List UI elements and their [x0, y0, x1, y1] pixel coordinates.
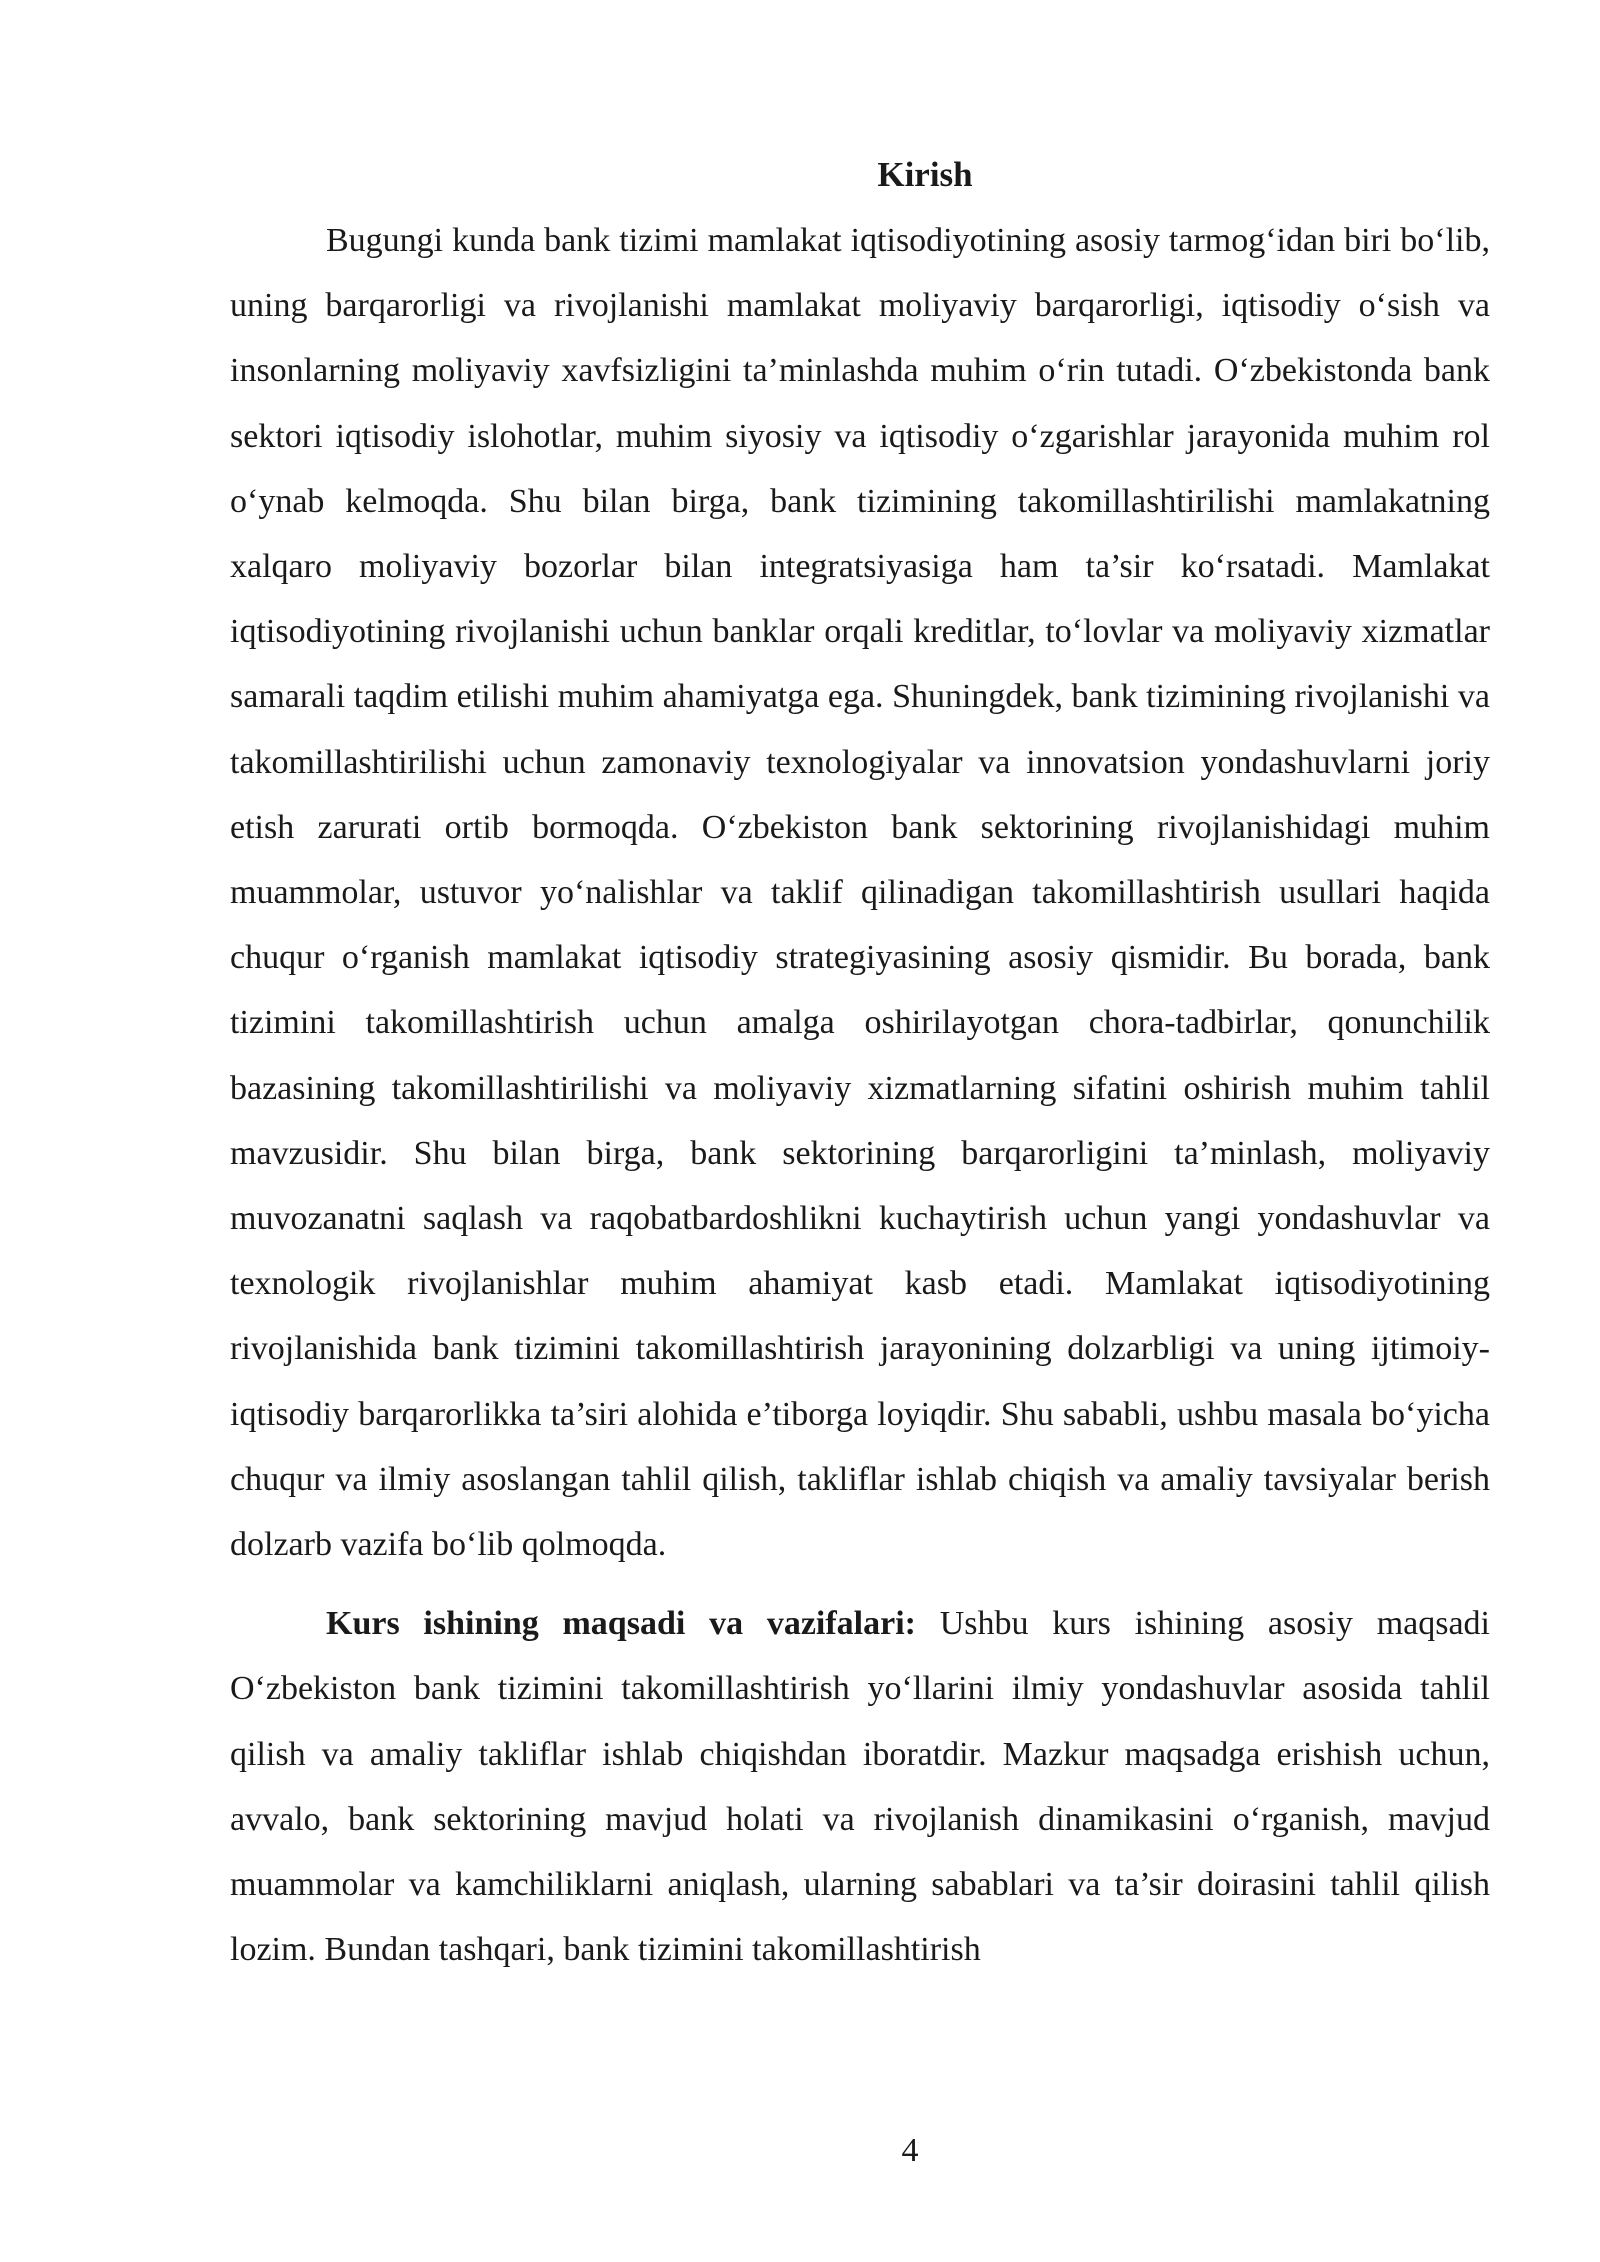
- intro-paragraph: Bugungi kunda bank tizimi mamlakat iqtisodiyotining asosiy tarmog‘idan biri bo‘lib, uning barqarorligi va rivojlanishi mamlakat moliyaviy barqarorligi, iqtisodiy o‘sish va insonlarning moliyaviy xavfsizligini ta’minlashda muhim o‘rin tutadi. O‘zbekistonda bank sektori iqtisodiy islohotlar, muhim siyosiy va iqtisodiy o‘zgarishlar jarayonida muhim rol o‘ynab kelmoqda. Shu bilan birga, bank tizimining takomillashtirilishi mamlakatning xalqaro moliyaviy bozorlar bilan integratsiyasiga ham ta’sir ko‘rsatadi. Mamlakat iqtisodiyotining rivojlanishi uchun banklar orqali kreditlar, to‘lovlar va moliyaviy xizmatlar samarali taqdim etilishi muhim ahamiyatga ega. Shuningdek, bank tizimining rivojlanishi va takomillashtirilishi uchun zamonaviy texnologiyalar va innovatsion yondashuvlarni joriy etish zarurati ortib bormoqda. O‘zbekiston bank sektorining rivojlanishidagi muhim muammolar, ustuvor yo‘nalishlar va taklif qilinadigan takomillashtirish usullari haqida chuqur o‘rganish mamlakat iqtisodiy strategiyasining asosiy qismidir. Bu borada, bank tizimini takomillashtirish uchun amalga oshirilayotgan chora-tadbirlar, qonunchilik bazasining takomillashtirilishi va moliyaviy xizmatlarning sifatini oshirish muhim tahlil mavzusidir. Shu bilan birga, bank sektorining barqarorligini ta’minlash, moliyaviy muvozanatni saqlash va raqobatbardoshlikni kuchaytirish uchun yangi yondashuvlar va texnologik rivojlanishlar muhim ahamiyat kasb etadi. Mamlakat iqtisodiyotining rivojlanishida bank tizimini takomillashtirish jarayonining dolzarbligi va uning ijtimoiy-iqtisodiy barqarorlikka ta’siri alohida e’tiborga loyiqdir. Shu sababli, ushbu masala bo‘yicha chuqur va ilmiy asoslangan tahlil qilish, takliflar ishlab chiqish va amaliy tavsiyalar berish dolzarb vazifa bo‘lib qolmoqda.: [230, 222, 1490, 1564]
- goals-paragraph: [230, 1591, 1490, 1982]
- section-title: Kirish: [877, 155, 973, 194]
- page-number: 4: [901, 2132, 919, 2169]
- goals-heading: Kurs ishining maqsadi va vazifalari:: [326, 1605, 916, 1643]
- document-page: [230, 150, 1490, 1982]
- goals-text: Ushbu kurs ishining asosiy maqsadi O‘zbekiston bank tizimini takomillashtirish yo‘llarini ilmiy yondashuvlar asosida tahlil qilish va amaliy takliflar ishlab chiqishdan iboratdir. Mazkur maqsadga erishish uchun, avvalo, bank sektorining mavjud holati va rivojlanish dinamikasini o‘rganish, mavjud muammolar va kamchiliklarni aniqlash, ularning sabablari va ta’sir doirasini tahlil qilish lozim. Bundan tashqari, bank tizimini takomillashtirish: [230, 1605, 1490, 1969]
